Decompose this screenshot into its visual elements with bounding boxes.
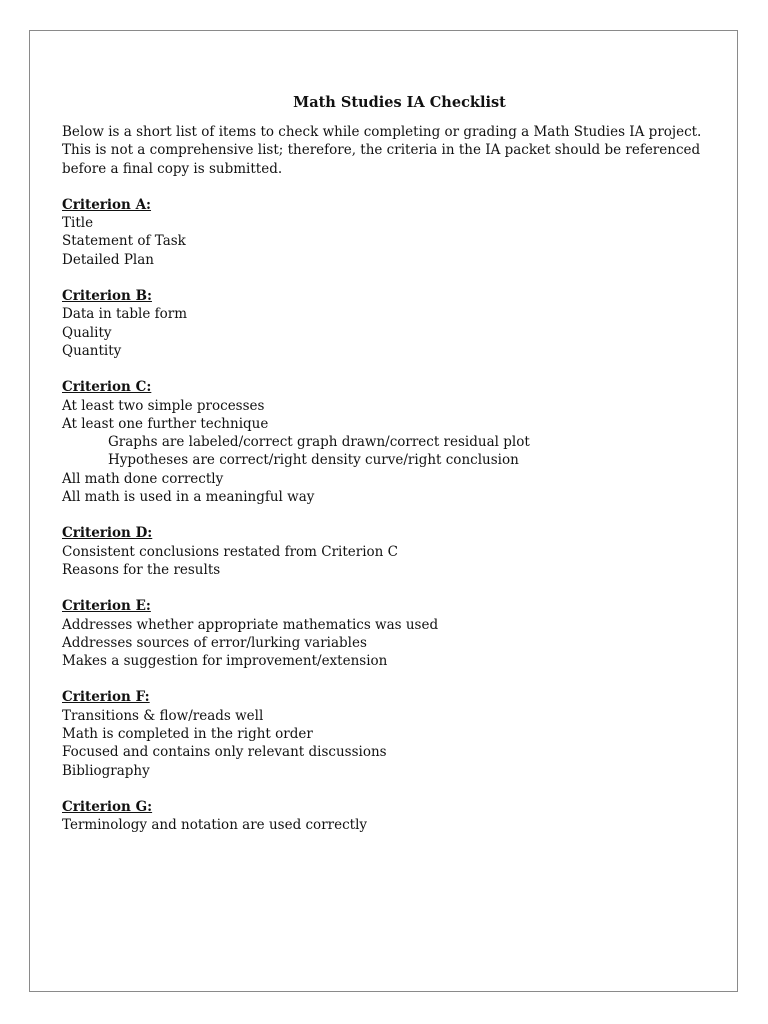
criterion-d-heading: Criterion D: <box>62 525 153 542</box>
criterion-e-heading: Criterion E: <box>62 598 151 615</box>
criterion-d-section <box>62 524 712 579</box>
checklist-item: Terminology and notation are used correctly <box>62 817 368 834</box>
checklist-subitem: Graphs are labeled/correct graph drawn/correct residual plot <box>108 434 530 451</box>
checklist-item: Makes a suggestion for improvement/extension <box>62 653 388 670</box>
intro-paragraph: Below is a short list of items to check while completing or grading a Math Studies IA project. This is not a comprehensive list; therefore, the criteria in the IA packet should be referenced before a final copy is submitted. <box>62 124 702 177</box>
checklist-item: Quantity <box>62 342 122 359</box>
checklist-item: Reasons for the results <box>62 561 221 578</box>
criterion-g-section <box>62 798 712 835</box>
checklist-item: All math is used in a meaningful way <box>62 489 315 506</box>
criterion-a-heading: Criterion A: <box>62 196 152 213</box>
criterion-a-section <box>62 196 712 269</box>
document-title: Math Studies IA Checklist <box>293 94 506 111</box>
criterion-g-heading: Criterion G: <box>62 798 153 815</box>
checklist-item: Title <box>62 215 94 232</box>
criterion-f-heading: Criterion F: <box>62 689 150 706</box>
criterion-c-heading: Criterion C: <box>62 379 152 396</box>
document-body <box>62 92 712 835</box>
checklist-item: Addresses whether appropriate mathematics was used <box>62 616 439 633</box>
checklist-item: Bibliography <box>62 762 150 779</box>
checklist-item: Transitions & flow/reads well <box>62 707 264 724</box>
criterion-f-section <box>62 688 712 779</box>
checklist-item: All math done correctly <box>62 470 224 487</box>
checklist-item: Detailed Plan <box>62 251 154 268</box>
criterion-e-section <box>62 597 712 670</box>
criterion-b-heading: Criterion B: <box>62 288 152 305</box>
checklist-item: Quality <box>62 324 112 341</box>
checklist-item: Addresses sources of error/lurking variables <box>62 634 367 651</box>
checklist-item: Statement of Task <box>62 233 186 250</box>
checklist-item: At least one further technique <box>62 415 269 432</box>
checklist-item: Focused and contains only relevant discussions <box>62 744 387 761</box>
checklist-item: Data in table form <box>62 306 188 323</box>
criterion-c-section <box>62 378 712 506</box>
criterion-b-section <box>62 287 712 360</box>
checklist-item: At least two simple processes <box>62 397 265 414</box>
checklist-subitem: Hypotheses are correct/right density curve/right conclusion <box>108 452 519 469</box>
checklist-item: Math is completed in the right order <box>62 726 313 743</box>
checklist-item: Consistent conclusions restated from Criterion C <box>62 543 398 560</box>
